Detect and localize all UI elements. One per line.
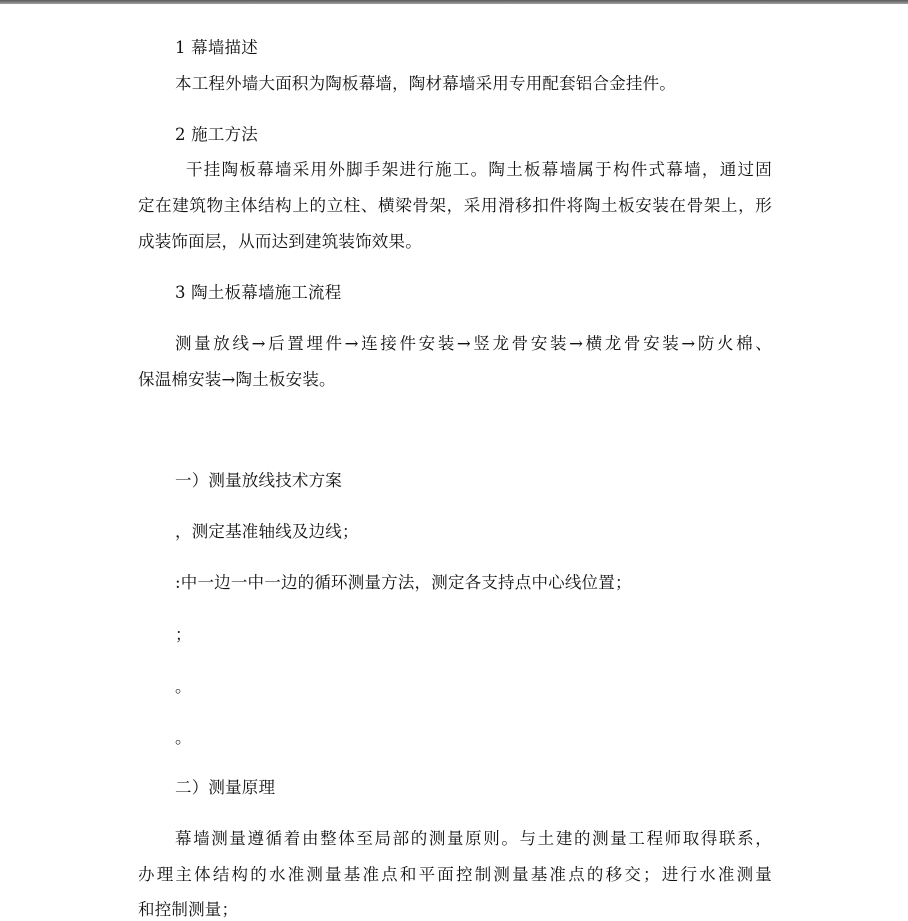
part-1-item-4: 。 bbox=[175, 677, 192, 696]
section-3-heading: 3 陶土板幕墙施工流程 bbox=[175, 283, 342, 302]
part-2-line-2: 办理主体结构的水准测量基准点和平面控制测量基准点的移交；进行水准测量 bbox=[138, 865, 772, 884]
part-2-line-3: 和控制测量； bbox=[138, 900, 239, 919]
section-2-line-3: 成装饰面层，从而达到建筑装饰效果。 bbox=[138, 232, 422, 251]
part-2-heading: 二）测量原理 bbox=[175, 778, 276, 797]
section-1-text: 本工程外墙大面积为陶板幕墙，陶材幕墙采用专用配套铝合金挂件。 bbox=[175, 74, 676, 93]
section-3-flow-line-2: 保温棉安装→陶土板安装。 bbox=[138, 370, 336, 389]
section-3-flow-line-1: 测量放线→后置埋件→连接件安装→竖龙骨安装→横龙骨安装→防火棉、 bbox=[175, 334, 772, 353]
part-1-item-1: ，测定基准轴线及边线； bbox=[175, 522, 359, 541]
section-2-line-1: 干挂陶板幕墙采用外脚手架进行施工。陶土板幕墙属于构件式幕墙，通过固 bbox=[186, 160, 772, 179]
part-1-item-2: :中一边一中一边的循环测量方法，测定各支持点中心线位置； bbox=[175, 573, 632, 592]
section-1-heading: 1 幕墙描述 bbox=[175, 38, 258, 57]
section-2-heading: 2 施工方法 bbox=[175, 125, 258, 144]
part-2-line-1: 幕墙测量遵循着由整体至局部的测量原则。与土建的测量工程师取得联系， bbox=[175, 829, 772, 848]
part-1-heading: 一）测量放线技术方案 bbox=[175, 471, 342, 490]
section-2-line-2: 定在建筑物主体结构上的立柱、横梁骨架，采用滑移扣件将陶土板安装在骨架上，形 bbox=[138, 196, 772, 215]
part-1-item-3: ； bbox=[175, 625, 192, 644]
part-1-item-5: 。 bbox=[175, 728, 192, 747]
